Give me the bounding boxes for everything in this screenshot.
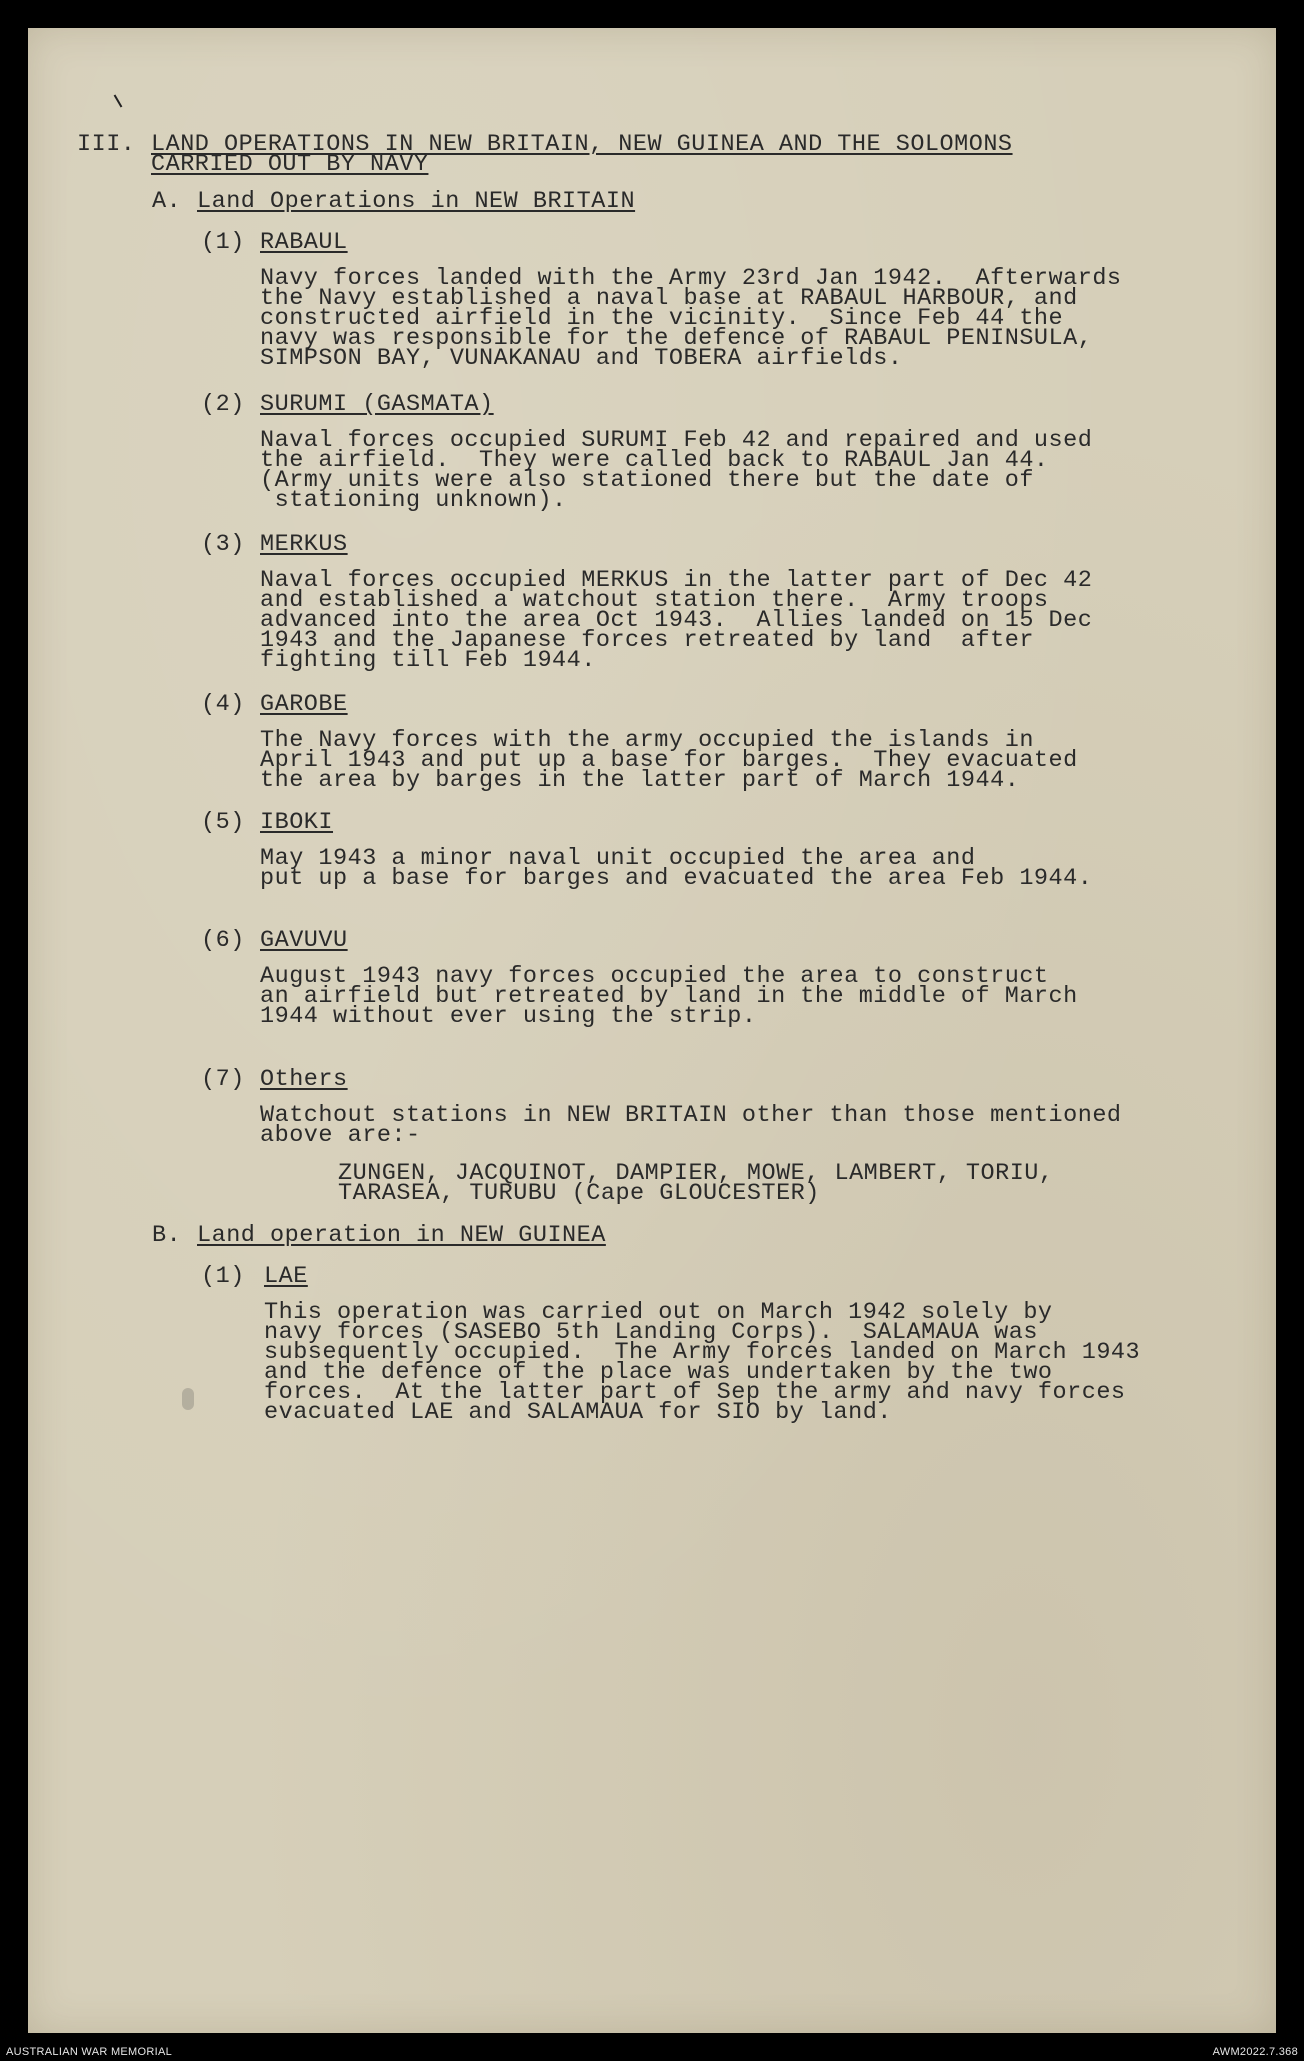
section-a-title: Land Operations in NEW BRITAIN: [197, 188, 636, 215]
heading-line-2: CARRIED OUT BY NAVY: [151, 151, 429, 178]
b1-line: evacuated LAE and SALAMAUA for SIO by land.: [264, 1399, 892, 1426]
a4-number: (4): [201, 691, 245, 718]
a7-line: Watchout stations in NEW BRITAIN other than those mentioned: [260, 1102, 1122, 1129]
a7-line: above are:-: [260, 1122, 421, 1149]
a3-title: MERKUS: [260, 531, 348, 558]
a6-line: an airfield but retreated by land in the middle of March: [260, 983, 1078, 1010]
b1-line: This operation was carried out on March 1942 solely by: [264, 1299, 1053, 1326]
b1-line: navy forces (SASEBO 5th Landing Corps). SALAMAUA was: [264, 1319, 1038, 1346]
a6-line: August 1943 navy forces occupied the area to construct: [260, 963, 1049, 990]
a2-title: SURUMI (GASMATA): [260, 391, 494, 418]
a4-title: GAROBE: [260, 691, 348, 718]
b1-line: forces. At the latter part of Sep the army and navy forces: [264, 1379, 1126, 1406]
a1-title: RABAUL: [260, 229, 348, 256]
a1-line: the Navy established a naval base at RABAUL HARBOUR, and: [260, 285, 1078, 312]
a6-number: (6): [201, 927, 245, 954]
a2-line: (Army units were also stationed there but the date of: [260, 467, 1034, 494]
footer-reference: AWM2022.7.368: [1212, 2046, 1298, 2058]
a3-line: and established a watchout station there. Army troops: [260, 587, 1049, 614]
b1-line: and the defence of the place was undertaken by the two: [264, 1359, 1053, 1386]
b1-line: subsequently occupied. The Army forces landed on March 1943: [264, 1339, 1141, 1366]
section-b-letter: B.: [152, 1222, 182, 1249]
section-a-letter: A.: [152, 188, 182, 215]
a3-line: Naval forces occupied MERKUS in the latter part of Dec 42: [260, 567, 1093, 594]
a7-number: (7): [201, 1066, 245, 1093]
heading-number: III.: [77, 131, 136, 158]
b1-title: LAE: [264, 1263, 308, 1290]
a4-line: The Navy forces with the army occupied the islands in: [260, 727, 1034, 754]
a2-number: (2): [201, 391, 245, 418]
a3-line: 1943 and the Japanese forces retreated by land after: [260, 627, 1034, 654]
a2-line: Naval forces occupied SURUMI Feb 42 and repaired and used: [260, 427, 1093, 454]
a1-line: navy was responsible for the defence of RABAUL PENINSULA,: [260, 325, 1093, 352]
a5-title: IBOKI: [260, 809, 334, 836]
a1-number: (1): [201, 229, 245, 256]
a1-line: SIMPSON BAY, VUNAKANAU and TOBERA airfields.: [260, 345, 903, 372]
pencil-mark: [114, 94, 123, 107]
document-page: [28, 28, 1276, 2033]
a7-title: Others: [260, 1066, 348, 1093]
section-b-title: Land operation in NEW GUINEA: [197, 1222, 606, 1249]
a3-line: advanced into the area Oct 1943. Allies landed on 15 Dec: [260, 607, 1093, 634]
a7-list-line: ZUNGEN, JACQUINOT, DAMPIER, MOWE, LAMBERT, TORIU,: [338, 1160, 1054, 1187]
a4-line: the area by barges in the latter part of March 1944.: [260, 767, 1020, 794]
a2-line: the airfield. They were called back to RABAUL Jan 44.: [260, 447, 1049, 474]
a3-number: (3): [201, 531, 245, 558]
a6-title: GAVUVU: [260, 927, 348, 954]
a7-list-line: TARASEA, TURUBU (Cape GLOUCESTER): [338, 1180, 820, 1207]
a5-line: May 1943 a minor naval unit occupied the area and: [260, 845, 976, 872]
footer-credit: AUSTRALIAN WAR MEMORIAL: [6, 2046, 173, 2058]
b1-number: (1): [201, 1263, 245, 1290]
a5-number: (5): [201, 809, 245, 836]
a1-line: Navy forces landed with the Army 23rd Jan 1942. Afterwards: [260, 265, 1122, 292]
heading-line-1: LAND OPERATIONS IN NEW BRITAIN, NEW GUINEA AND THE SOLOMONS: [151, 131, 1013, 158]
a3-line: fighting till Feb 1944.: [260, 647, 596, 674]
a6-line: 1944 without ever using the strip.: [260, 1003, 757, 1030]
ink-smudge: [182, 1388, 194, 1410]
a2-line: stationing unknown).: [260, 487, 567, 514]
a4-line: April 1943 and put up a base for barges. They evacuated: [260, 747, 1078, 774]
a1-line: constructed airfield in the vicinity. Since Feb 44 the: [260, 305, 1064, 332]
a5-line: put up a base for barges and evacuated the area Feb 1944.: [260, 865, 1093, 892]
